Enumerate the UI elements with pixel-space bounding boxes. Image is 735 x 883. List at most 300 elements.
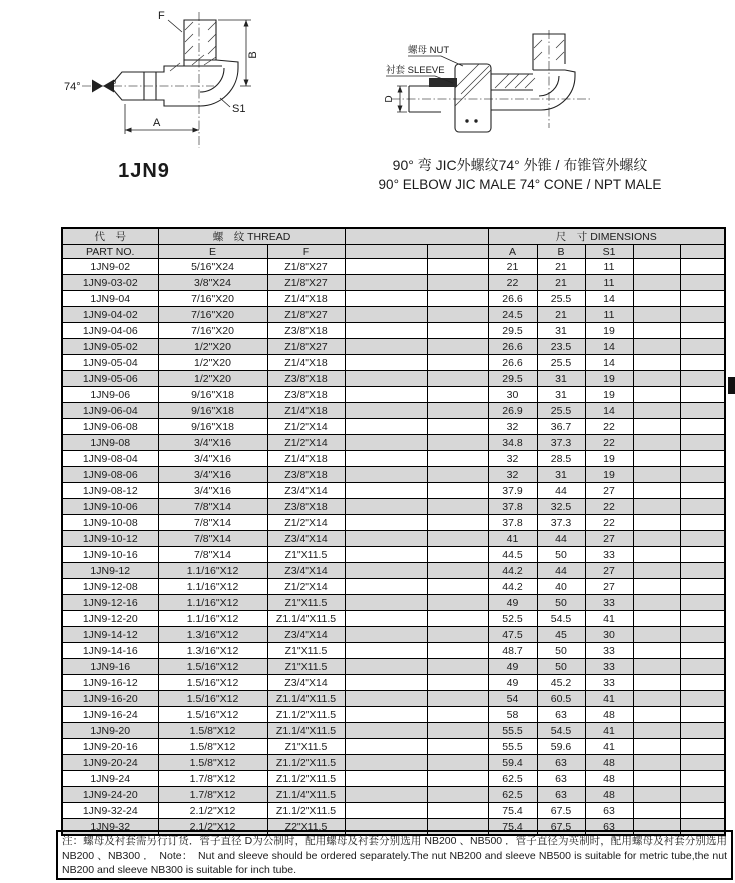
footnote: 注：螺母及衬套需另行订货．管子直径 D为公制时，配用螺母及衬套分别选用 NB200 、NB500 ．管子直径为英制时，配用螺母及衬套分别选用 NB200 、NB300 ． Note： Nut and sleeve should be ordered separately.The nut NB200 and sleeve NB500 is suitable for metric tube,the nut NB200 and sleeve NB300 is suitable for inch tube. xyxy=(56,830,733,880)
column-header-thread: 螺 纹 THREAD xyxy=(158,228,345,245)
table-cell xyxy=(345,579,427,595)
table-cell xyxy=(427,419,488,435)
product-title-english: 90° ELBOW JIC MALE 74° CONE / NPT MALE xyxy=(378,177,662,192)
header-row-1 xyxy=(62,228,725,245)
table-cell: 44 xyxy=(537,563,585,579)
table-cell: 31 xyxy=(537,387,585,403)
table-cell xyxy=(680,787,725,803)
table-body xyxy=(62,259,725,836)
table-cell xyxy=(427,371,488,387)
table-cell: 1JN9-05-04 xyxy=(62,355,158,371)
table-cell xyxy=(680,659,725,675)
table-cell xyxy=(427,707,488,723)
table-cell: 37.8 xyxy=(488,515,537,531)
table-cell: Z1"X11.5 xyxy=(267,643,345,659)
table-cell: 45.2 xyxy=(537,675,585,691)
table-cell: 45 xyxy=(537,627,585,643)
table-cell: Z1"X11.5 xyxy=(267,595,345,611)
table-row xyxy=(62,659,725,675)
table-cell: 60.5 xyxy=(537,691,585,707)
table-cell xyxy=(427,355,488,371)
column-header-blank xyxy=(345,245,427,259)
table-cell: 2.1/2"X12 xyxy=(158,819,267,836)
table-row xyxy=(62,435,725,451)
table-cell: 1.7/8"X12 xyxy=(158,787,267,803)
table-cell: 33 xyxy=(585,659,633,675)
table-cell: 49 xyxy=(488,675,537,691)
table-cell: 7/16"X20 xyxy=(158,323,267,339)
table-row xyxy=(62,563,725,579)
table-cell xyxy=(680,515,725,531)
table-cell xyxy=(345,627,427,643)
table-cell xyxy=(633,515,680,531)
table-cell: 41 xyxy=(585,723,633,739)
table-cell xyxy=(680,707,725,723)
table-cell: 9/16"X18 xyxy=(158,387,267,403)
table-cell xyxy=(345,643,427,659)
table-cell: 1JN9-14-16 xyxy=(62,643,158,659)
table-cell xyxy=(345,771,427,787)
table-cell: 44.2 xyxy=(488,563,537,579)
table-cell xyxy=(633,387,680,403)
table-cell: 48 xyxy=(585,707,633,723)
table-cell: 22 xyxy=(585,419,633,435)
table-cell xyxy=(345,387,427,403)
table-cell xyxy=(427,259,488,275)
table-cell: 3/4"X16 xyxy=(158,467,267,483)
table-row xyxy=(62,499,725,515)
table-cell xyxy=(633,291,680,307)
table-cell xyxy=(633,323,680,339)
table-cell: 48.7 xyxy=(488,643,537,659)
table-cell xyxy=(345,259,427,275)
table-cell xyxy=(427,547,488,563)
table-cell: 21 xyxy=(488,259,537,275)
table-cell xyxy=(633,275,680,291)
table-cell: 32.5 xyxy=(537,499,585,515)
table-cell xyxy=(345,339,427,355)
table-row xyxy=(62,595,725,611)
table-row xyxy=(62,547,725,563)
product-title-block xyxy=(352,156,688,194)
column-header-code-zh: 代 号 xyxy=(62,228,158,245)
table-cell: Z1.1/2"X11.5 xyxy=(267,755,345,771)
table-cell: 25.5 xyxy=(537,403,585,419)
table-cell: 63 xyxy=(537,707,585,723)
table-cell: Z3/4"X14 xyxy=(267,531,345,547)
table-cell: Z1/4"X18 xyxy=(267,403,345,419)
table-cell: Z1/2"X14 xyxy=(267,579,345,595)
table-row xyxy=(62,291,725,307)
table-cell xyxy=(680,323,725,339)
table-row xyxy=(62,707,725,723)
table-row xyxy=(62,739,725,755)
spec-table xyxy=(61,227,726,836)
table-cell: 2.1/2"X12 xyxy=(158,803,267,819)
table-cell xyxy=(633,803,680,819)
table-cell: 33 xyxy=(585,595,633,611)
table-cell: 41 xyxy=(585,739,633,755)
table-cell xyxy=(427,515,488,531)
table-row xyxy=(62,467,725,483)
table-row xyxy=(62,387,725,403)
table-cell: 29.5 xyxy=(488,323,537,339)
table-cell: 1JN9-24-20 xyxy=(62,787,158,803)
table-cell xyxy=(633,755,680,771)
column-header-dimensions: 尺 寸 DIMENSIONS xyxy=(488,228,725,245)
table-cell: 67.5 xyxy=(537,803,585,819)
table-cell xyxy=(633,627,680,643)
table-cell: 34.8 xyxy=(488,435,537,451)
table-row xyxy=(62,771,725,787)
table-cell: Z1/2"X14 xyxy=(267,419,345,435)
part-series-code: 1JN9 xyxy=(118,160,170,182)
table-cell: 1JN9-12-16 xyxy=(62,595,158,611)
table-cell: 9/16"X18 xyxy=(158,419,267,435)
table-cell: 1.1/16"X12 xyxy=(158,611,267,627)
table-cell xyxy=(427,595,488,611)
table-cell: 1JN9-20 xyxy=(62,723,158,739)
header-row-2 xyxy=(62,245,725,259)
table-cell: 1JN9-16-12 xyxy=(62,675,158,691)
table-cell: 33 xyxy=(585,547,633,563)
table-cell: Z1/4"X18 xyxy=(267,451,345,467)
table-cell xyxy=(345,403,427,419)
table-cell xyxy=(345,675,427,691)
table-cell xyxy=(345,435,427,451)
table-cell: 1.1/16"X12 xyxy=(158,595,267,611)
table-cell: 1JN9-10-12 xyxy=(62,531,158,547)
table-cell xyxy=(427,771,488,787)
table-cell: 50 xyxy=(537,595,585,611)
table-cell: Z1/2"X14 xyxy=(267,435,345,451)
table-cell xyxy=(633,403,680,419)
table-row xyxy=(62,531,725,547)
table-cell: 37.9 xyxy=(488,483,537,499)
table-cell xyxy=(633,739,680,755)
table-cell xyxy=(427,643,488,659)
table-cell xyxy=(427,531,488,547)
table-cell: Z3/4"X14 xyxy=(267,675,345,691)
table-cell: 1JN9-10-16 xyxy=(62,547,158,563)
table-cell: 1JN9-05-02 xyxy=(62,339,158,355)
cone-angle-label: 74° xyxy=(64,81,81,93)
table-cell xyxy=(427,467,488,483)
table-cell: 63 xyxy=(537,787,585,803)
table-cell xyxy=(345,707,427,723)
table-cell: 48 xyxy=(585,755,633,771)
table-cell xyxy=(345,451,427,467)
table-cell: 1JN9-14-12 xyxy=(62,627,158,643)
table-cell: 1.5/16"X12 xyxy=(158,675,267,691)
table-cell: 3/8"X24 xyxy=(158,275,267,291)
table-cell: 44 xyxy=(537,531,585,547)
table-cell: Z1/2"X14 xyxy=(267,515,345,531)
table-cell: 63 xyxy=(585,819,633,836)
table-cell xyxy=(633,579,680,595)
table-row xyxy=(62,259,725,275)
sleeve-label: 衬套 SLEEVE xyxy=(386,65,445,76)
table-cell xyxy=(427,691,488,707)
table-cell: 7/8"X14 xyxy=(158,515,267,531)
table-cell: 62.5 xyxy=(488,787,537,803)
table-cell: 21 xyxy=(537,275,585,291)
table-cell xyxy=(680,451,725,467)
table-cell: 3/4"X16 xyxy=(158,483,267,499)
table-row xyxy=(62,723,725,739)
table-cell: 1JN9-32 xyxy=(62,819,158,836)
table-cell: 30 xyxy=(585,627,633,643)
table-cell xyxy=(633,355,680,371)
table-cell: Z3/8"X18 xyxy=(267,387,345,403)
table-cell: 1JN9-16 xyxy=(62,659,158,675)
table-cell: 26.6 xyxy=(488,339,537,355)
table-cell: 1.7/8"X12 xyxy=(158,771,267,787)
table-cell xyxy=(680,419,725,435)
table-cell xyxy=(680,435,725,451)
table-cell: Z3/4"X14 xyxy=(267,483,345,499)
table-cell: Z1/4"X18 xyxy=(267,291,345,307)
table-cell xyxy=(345,739,427,755)
table-cell xyxy=(345,275,427,291)
dim-d-label: D xyxy=(384,95,395,103)
table-cell: 33 xyxy=(585,643,633,659)
table-cell: 1JN9-06-08 xyxy=(62,419,158,435)
table-cell: Z3/8"X18 xyxy=(267,499,345,515)
table-cell xyxy=(680,531,725,547)
table-cell: 1JN9-08 xyxy=(62,435,158,451)
table-cell: Z1/8"X27 xyxy=(267,339,345,355)
table-cell xyxy=(633,547,680,563)
table-cell xyxy=(680,723,725,739)
table-cell xyxy=(427,659,488,675)
table-row xyxy=(62,451,725,467)
table-cell xyxy=(427,323,488,339)
table-cell xyxy=(633,435,680,451)
table-cell: 33 xyxy=(585,675,633,691)
table-cell: Z1.1/4"X11.5 xyxy=(267,723,345,739)
dim-s1-label: S1 xyxy=(232,103,246,115)
table-cell xyxy=(680,467,725,483)
dim-b-label: B xyxy=(247,51,259,59)
table-cell: 52.5 xyxy=(488,611,537,627)
table-cell: Z3/8"X18 xyxy=(267,467,345,483)
column-header-blank xyxy=(427,245,488,259)
phi-symbol: ø xyxy=(112,79,117,86)
table-cell: 1JN9-12-08 xyxy=(62,579,158,595)
table-cell: 7/8"X14 xyxy=(158,547,267,563)
table-cell xyxy=(633,563,680,579)
table-cell xyxy=(427,403,488,419)
table-cell xyxy=(680,563,725,579)
table-cell: 63 xyxy=(585,803,633,819)
table-cell xyxy=(427,739,488,755)
table-cell: 19 xyxy=(585,323,633,339)
table-cell: 48 xyxy=(585,787,633,803)
table-cell: 1.5/8"X12 xyxy=(158,755,267,771)
table-cell xyxy=(345,611,427,627)
table-cell: 22 xyxy=(585,515,633,531)
table-cell xyxy=(680,291,725,307)
table-cell: 29.5 xyxy=(488,371,537,387)
table-cell xyxy=(427,755,488,771)
table-cell: 11 xyxy=(585,259,633,275)
table-cell: 49 xyxy=(488,595,537,611)
table-row xyxy=(62,483,725,499)
table-cell xyxy=(680,259,725,275)
table-cell: 1JN9-24 xyxy=(62,771,158,787)
table-cell: 1JN9-05-06 xyxy=(62,371,158,387)
table-cell: 54.5 xyxy=(537,611,585,627)
table-cell xyxy=(633,723,680,739)
table-cell xyxy=(427,451,488,467)
table-cell xyxy=(680,579,725,595)
table-cell: 11 xyxy=(585,307,633,323)
table-cell: 3/4"X16 xyxy=(158,435,267,451)
table-cell: 1JN9-08-12 xyxy=(62,483,158,499)
table-cell: Z1"X11.5 xyxy=(267,739,345,755)
table-cell xyxy=(345,483,427,499)
table-cell xyxy=(427,387,488,403)
table-cell: 7/16"X20 xyxy=(158,291,267,307)
table-row xyxy=(62,675,725,691)
table-cell xyxy=(427,339,488,355)
table-cell xyxy=(680,387,725,403)
table-cell: Z2"X11.5 xyxy=(267,819,345,836)
table-cell xyxy=(427,675,488,691)
table-cell: Z3/4"X14 xyxy=(267,627,345,643)
table-cell: 1JN9-03-02 xyxy=(62,275,158,291)
table-cell xyxy=(345,595,427,611)
table-cell: 1.3/16"X12 xyxy=(158,643,267,659)
column-header-f: F xyxy=(267,245,345,259)
hatching xyxy=(170,22,216,71)
table-cell: Z1.1/2"X11.5 xyxy=(267,707,345,723)
table-cell: Z1/8"X27 xyxy=(267,259,345,275)
table-cell: 1JN9-04-06 xyxy=(62,323,158,339)
table-cell xyxy=(680,499,725,515)
table-cell: Z1.1/2"X11.5 xyxy=(267,803,345,819)
table-cell: 14 xyxy=(585,291,633,307)
table-cell: 37.8 xyxy=(488,499,537,515)
table-cell: 48 xyxy=(585,771,633,787)
table-cell xyxy=(345,323,427,339)
table-cell: 44.2 xyxy=(488,579,537,595)
table-cell: 63 xyxy=(537,755,585,771)
elbow-fitting-drawing-left xyxy=(52,4,342,154)
table-cell: 1JN9-10-06 xyxy=(62,499,158,515)
table-cell: Z1"X11.5 xyxy=(267,547,345,563)
table-cell xyxy=(345,499,427,515)
table-cell xyxy=(427,723,488,739)
table-cell: 1JN9-16-24 xyxy=(62,707,158,723)
table-cell: 1JN9-08-04 xyxy=(62,451,158,467)
table-cell: 24.5 xyxy=(488,307,537,323)
table-cell: 59.6 xyxy=(537,739,585,755)
table-cell xyxy=(633,771,680,787)
table-cell: 19 xyxy=(585,387,633,403)
table-cell: 1.5/16"X12 xyxy=(158,691,267,707)
table-cell xyxy=(680,595,725,611)
column-header-s1: S1 xyxy=(585,245,633,259)
table-row xyxy=(62,323,725,339)
table-cell: 27 xyxy=(585,563,633,579)
table-cell xyxy=(345,467,427,483)
table-cell: 41 xyxy=(585,611,633,627)
table-cell xyxy=(427,803,488,819)
table-cell: 40 xyxy=(537,579,585,595)
centerlines xyxy=(82,12,214,148)
table-cell xyxy=(633,691,680,707)
table-row xyxy=(62,339,725,355)
table-cell: 7/8"X14 xyxy=(158,499,267,515)
table-row xyxy=(62,691,725,707)
product-title-chinese: 90° 弯 JIC外螺纹74° 外锥 / 布锥管外螺纹 xyxy=(392,157,648,173)
table-cell: 9/16"X18 xyxy=(158,403,267,419)
table-cell: 22 xyxy=(585,499,633,515)
table-cell: 44.5 xyxy=(488,547,537,563)
table-cell xyxy=(680,627,725,643)
table-cell: 62.5 xyxy=(488,771,537,787)
column-header-blank xyxy=(633,245,680,259)
table-cell: 50 xyxy=(537,643,585,659)
table-cell xyxy=(427,307,488,323)
table-cell xyxy=(345,531,427,547)
elbow-fitting-drawing-right xyxy=(383,26,673,146)
table-cell xyxy=(427,435,488,451)
table-cell: 1/2"X20 xyxy=(158,339,267,355)
table-cell: 27 xyxy=(585,531,633,547)
table-row xyxy=(62,611,725,627)
table-cell: 44 xyxy=(537,483,585,499)
table-cell: 1.5/8"X12 xyxy=(158,723,267,739)
table-cell: 1JN9-20-16 xyxy=(62,739,158,755)
table-cell: 54.5 xyxy=(537,723,585,739)
table-cell: 14 xyxy=(585,339,633,355)
table-cell xyxy=(427,611,488,627)
table-cell xyxy=(680,483,725,499)
table-row xyxy=(62,275,725,291)
table-cell xyxy=(680,755,725,771)
table-cell xyxy=(345,787,427,803)
table-cell: 1JN9-06-04 xyxy=(62,403,158,419)
table-cell xyxy=(633,307,680,323)
table-cell: 1JN9-20-24 xyxy=(62,755,158,771)
table-cell: 54 xyxy=(488,691,537,707)
table-cell: Z1/4"X18 xyxy=(267,355,345,371)
table-cell xyxy=(633,659,680,675)
table-cell: 14 xyxy=(585,355,633,371)
table-cell: 1.5/16"X12 xyxy=(158,707,267,723)
table-cell: Z3/4"X14 xyxy=(267,563,345,579)
table-cell xyxy=(680,643,725,659)
table-cell xyxy=(633,467,680,483)
nut-label: 螺母 NUT xyxy=(408,45,450,56)
table-cell: 31 xyxy=(537,467,585,483)
table-cell: 1.5/16"X12 xyxy=(158,659,267,675)
table-cell xyxy=(345,563,427,579)
column-header-a: A xyxy=(488,245,537,259)
dim-a-label: A xyxy=(153,117,161,129)
table-cell xyxy=(633,611,680,627)
table-row xyxy=(62,627,725,643)
table-cell: 32 xyxy=(488,451,537,467)
table-cell: 1JN9-12 xyxy=(62,563,158,579)
table-row xyxy=(62,515,725,531)
table-cell: 19 xyxy=(585,451,633,467)
table-cell xyxy=(345,307,427,323)
fitting-outline xyxy=(110,20,238,106)
